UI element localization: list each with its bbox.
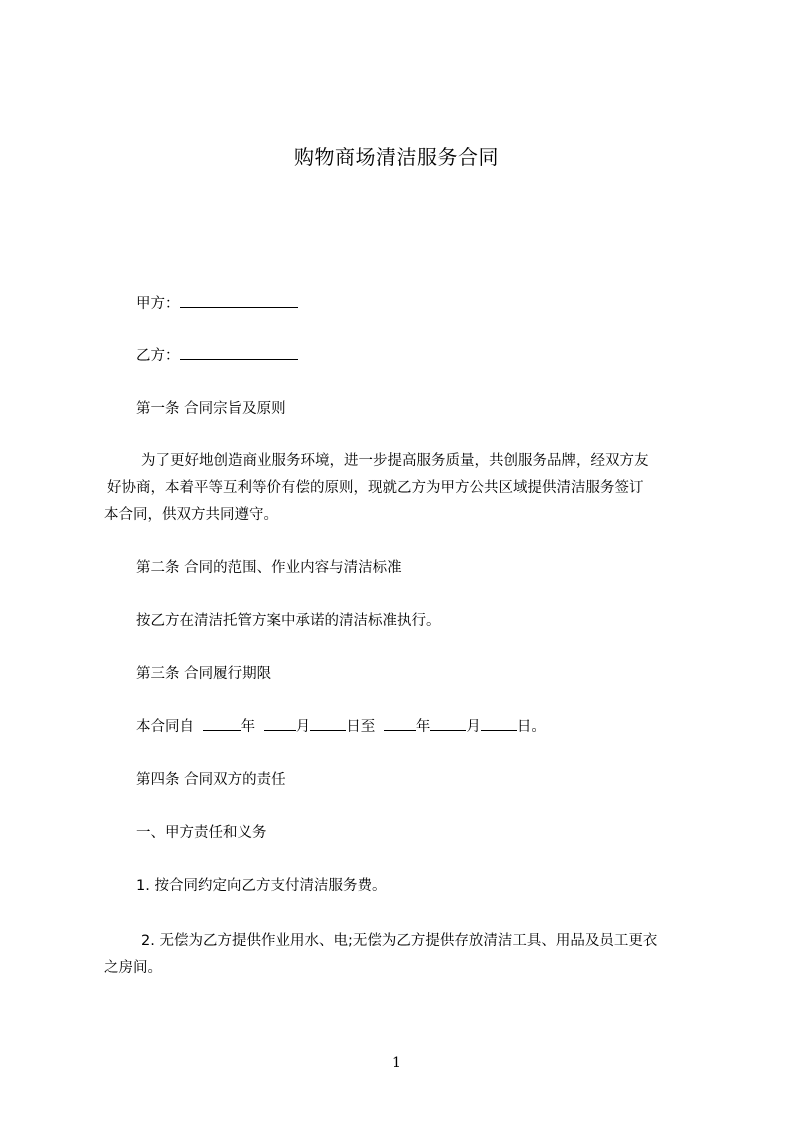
article3-heading: 第三条 合同履行期限 bbox=[136, 666, 272, 682]
start-day-blank bbox=[310, 717, 346, 731]
start-day-label: 日至 bbox=[346, 719, 376, 735]
article1-heading: 第一条 合同宗旨及原则 bbox=[136, 401, 286, 417]
party-a-blank bbox=[180, 293, 298, 308]
start-year-blank bbox=[203, 717, 241, 731]
party-a-label: 甲方： bbox=[136, 296, 180, 312]
document-title: 购物商场清洁服务合同 bbox=[294, 145, 499, 169]
start-month-blank bbox=[264, 717, 296, 731]
item2-text-line2: 之房间。 bbox=[104, 960, 162, 976]
item2-text-line1: 2. 无偿为乙方提供作业用水、电;无偿为乙方提供存放清洁工具、用品及员工更衣 bbox=[141, 933, 658, 949]
article1-text-line2: 好协商，本着平等互利等价有偿的原则，现就乙方为甲方公共区域提供清洁服务签订 bbox=[107, 480, 644, 496]
party-a-line bbox=[136, 293, 298, 314]
section1-heading: 一、甲方责任和义务 bbox=[136, 825, 267, 841]
article2-text: 按乙方在清洁托管方案中承诺的清洁标准执行。 bbox=[136, 613, 441, 629]
end-year-blank bbox=[384, 717, 416, 731]
article1-text-line3: 本合同，供双方共同遵守。 bbox=[104, 507, 278, 523]
article4-heading: 第四条 合同双方的责任 bbox=[136, 772, 286, 788]
end-month-blank bbox=[430, 717, 466, 731]
end-month-label: 月 bbox=[466, 719, 481, 735]
start-year-label: 年 bbox=[240, 719, 256, 735]
page-number: 1 bbox=[392, 1055, 401, 1071]
end-day-label: 日。 bbox=[516, 719, 546, 735]
contract-term-line bbox=[136, 717, 546, 737]
start-month-label: 月 bbox=[295, 719, 311, 735]
term-prefix: 本合同自 bbox=[136, 719, 194, 735]
end-year-label: 年 bbox=[415, 719, 431, 735]
party-b-line bbox=[136, 345, 298, 366]
item1-text: 1. 按合同约定向乙方支付清洁服务费。 bbox=[136, 878, 387, 894]
article1-text-line1: 为了更好地创造商业服务环境，进一步提高服务质量，共创服务品牌，经双方友 bbox=[141, 453, 649, 469]
party-b-blank bbox=[180, 345, 298, 360]
article2-heading: 第二条 合同的范围、作业内容与清洁标准 bbox=[136, 560, 402, 576]
party-b-label: 乙方： bbox=[136, 348, 180, 364]
end-day-blank bbox=[481, 717, 517, 731]
